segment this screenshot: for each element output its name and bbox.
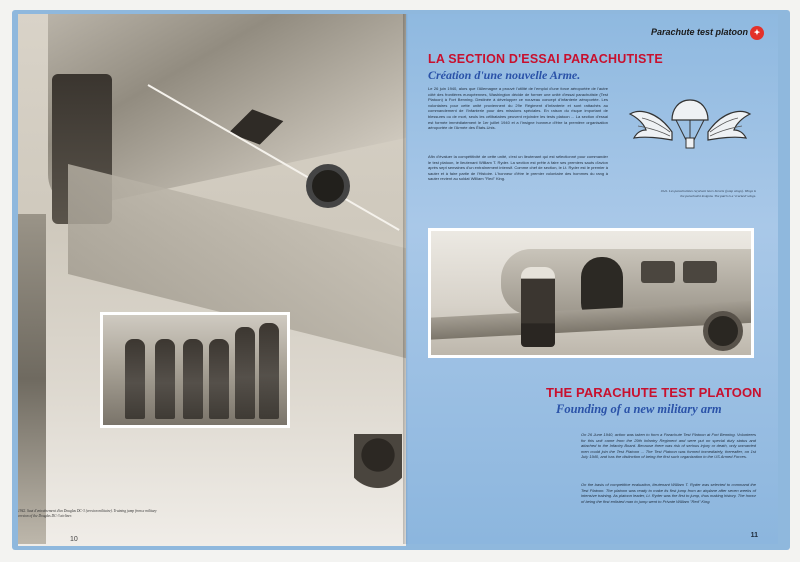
soldier-figure <box>125 339 145 419</box>
french-paragraph: Le 26 juin 1940, alors que l'Allemagne a prouvé l'utilité de l'emploi d'une force aéroportée de l'autre côté des frontières européennes, Washington décide de former une unité d'essai parachutiste (Test Platoon) à Fort Benning. Destinée à développer ce nouveau concept d'infanterie aéroportée. Les volontaires pour cette unité proviennent du 29e Régiment d'Infanterie et sont rattachés au commandement de l'Infanterie pour des missions spéciales. En raison du risque important de blessures ou de mort, seuls les célibataires peuvent rejoindre les tests platoon ... La section d'essai est formée immédiatement le 1er juillet 1940 et a l'insigne honneur d'être la première organisation aéroportée de l'Armée des États-Unis. <box>428 86 608 131</box>
landing-wheel <box>306 164 350 208</box>
soldier-figure <box>259 323 279 419</box>
french-paragraph: Afin d'évaluer la compétitivité de cette unité, c'est un lieutenant qui est sélectionné pour commander le test platoon, le lieutenant William T. Ryder. La section est prête à faire ses premiers sauts d'avion après sept semaines d'un entraînement intensif. Comme chef de section, le Lt. Ryder est le premier à sauter et à faire partie de l'Histoire. L'honneur d'être le premier volontaire des hommes du rang à sauter revient au soldat William "Red" King. <box>428 154 608 182</box>
aircraft-scene <box>431 231 751 355</box>
soldiers-inset-photo <box>100 312 290 428</box>
left-page <box>18 14 406 546</box>
right-page <box>406 14 778 544</box>
aircraft-window <box>641 261 675 283</box>
parachutist-jumping <box>354 434 402 504</box>
wings-caption: 1941. Les parachutistes reçoivent leurs brevets (jump wings). Wings is the parachutist insignia. The patch is a 'cracked' wings. <box>660 189 756 198</box>
soldier-figure <box>209 339 229 419</box>
aircraft-window <box>683 261 717 283</box>
french-title: LA SECTION D'ESSAI PARACHUTISTE <box>428 52 663 66</box>
book-gutter <box>403 14 408 544</box>
french-subtitle: Création d'une nouvelle Arme. <box>428 68 581 82</box>
parachutist-wings-icon <box>628 92 752 154</box>
soldier-figure <box>235 327 255 419</box>
soldier-figure <box>155 339 175 419</box>
photo-caption: 1942. Saut d'entraînement d'un Douglas DC-3 (version militaire). Training jump from a military version of the Douglas DC-3 airliner. <box>18 509 157 518</box>
english-subtitle: Founding of a new military arm <box>556 402 722 416</box>
soldiers-group <box>103 315 287 425</box>
parachutist-in-door <box>521 267 555 347</box>
landing-wheel <box>703 311 743 351</box>
section-header: Parachute test platoon <box>650 27 748 37</box>
english-paragraph: On the basis of competitive evaluation, lieutenant William T. Ryder was selected to command the Test Platoon. The platoon was ready to make its first jump from an airplane after seven weeks of intensive training. As platoon leader, Lt. Ryder was the first to jump, thus making history. The honor of being the first enlisted man to jump went to Private William "Red" King. <box>581 482 756 504</box>
english-paragraph: On 26 June 1940, action was taken to form a Parachute Test Platoon at Fort Benning. Volunteers for this unit came from the 29th Infantry Regiment and were put on special duty status and attached to the Infantry Board. Because there was risk of serious injury or death, only unmarried men could join the Test Platoon ... The Test Platoon was formed immediately, thereafter, on 1st July 1940, and has the distinction of being the first such organization in the US Armed Forces. <box>581 432 756 460</box>
page-number: 11 <box>750 532 758 539</box>
jump-door-photo <box>428 228 754 358</box>
page-number: 10 <box>70 536 78 543</box>
english-title: THE PARACHUTE TEST PLATOON <box>546 385 762 400</box>
unit-badge-icon: ✦ <box>750 26 764 40</box>
ground-strip <box>18 214 46 544</box>
soldier-figure <box>183 339 203 419</box>
